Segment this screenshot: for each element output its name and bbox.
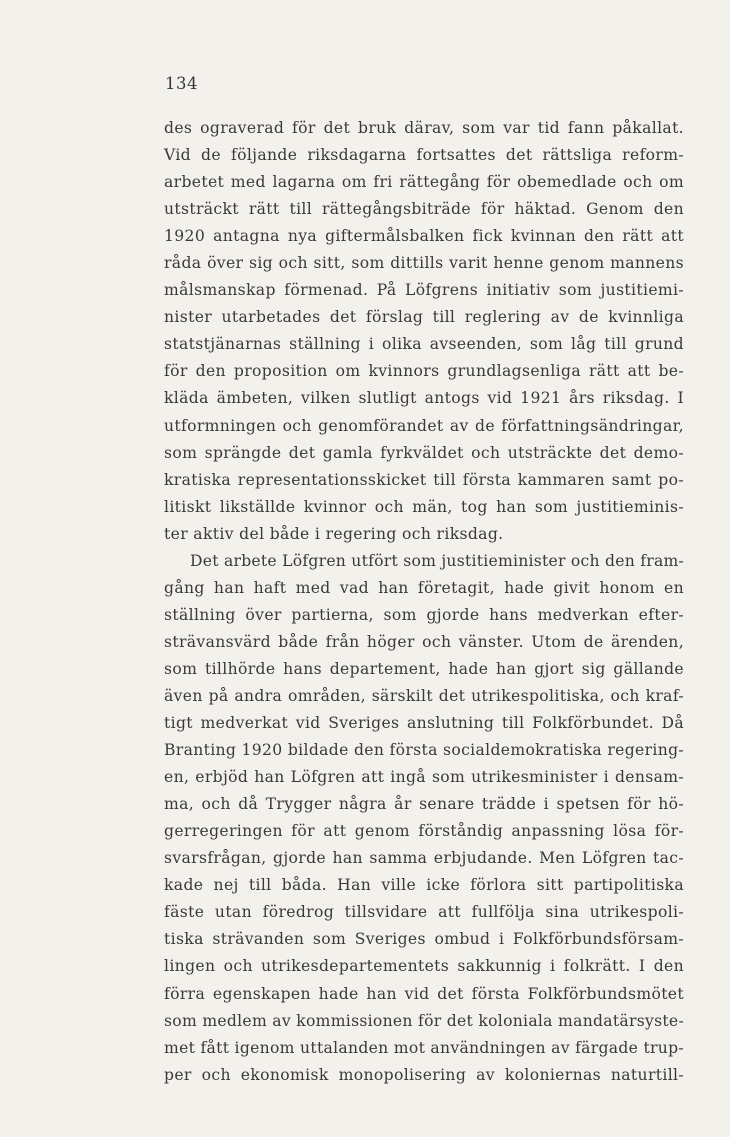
text-line: 1920 antagna nya giftermålsbalken fick kvinnan den rätt att: [164, 227, 684, 246]
text-line: litiskt likställde kvinnor och män, tog han som justitieminis-: [164, 497, 684, 516]
text-line: per och ekonomisk monopolisering av koloniernas naturtill-: [164, 1065, 684, 1084]
text-line: ställning över partierna, som gjorde hans medverkan efter-: [164, 605, 684, 624]
text-line: även på andra områden, särskilt det utrikespolitiska, och kraf-: [164, 686, 684, 705]
text-line: målsmanskap förmenad. På Löfgrens initiativ som justitiemi-: [164, 281, 684, 300]
text-line: tigt medverkat vid Sveriges anslutning till Folkförbundet. Då: [164, 714, 684, 733]
text-line: ter aktiv del både i regering och riksdag.: [164, 524, 504, 543]
text-line: strävansvärd både från höger och vänster. Utom de ärenden,: [164, 632, 684, 651]
text-line: fäste utan föredrog tillsvidare att fullfölja sina utrikespoli-: [164, 903, 684, 922]
text-line: arbetet med lagarna om fri rättegång för obemedlade och om: [164, 173, 684, 192]
text-line: råda över sig och sitt, som dittills varit henne genom mannens: [164, 254, 684, 273]
text-line: utformningen och genomförandet av de författningsändringar,: [164, 416, 684, 435]
text-line: som sprängde det gamla fyrkväldet och utsträckte det demo-: [164, 443, 684, 462]
text-line: des ograverad för det bruk därav, som var tid fann påkallat.: [164, 119, 684, 137]
text-line: Vid de följande riksdagarna fortsattes det rättsliga reform-: [164, 146, 684, 165]
text-line: utsträckt rätt till rättegångsbiträde för häktad. Genom den: [164, 200, 684, 219]
text-line: nister utarbetades det förslag till reglering av de kvinnliga: [164, 308, 684, 327]
text-line: kratiska representationsskicket till första kammaren samt po-: [164, 470, 684, 489]
text-line: som tillhörde hans departement, hade han gjort sig gällande: [164, 659, 684, 678]
text-line: statstjänarnas ställning i olika avseenden, som låg till grund: [164, 335, 684, 354]
text-line: ma, och då Trygger några år senare trädde i spetsen för hö-: [164, 795, 684, 814]
text-line: en, erbjöd han Löfgren att ingå som utrikesminister i densam-: [164, 768, 684, 787]
text-line: Det arbete Löfgren utfört som justitieminister och den fram-: [190, 551, 685, 570]
text-line: lingen och utrikesdepartementets sakkunnig i folkrätt. I den: [164, 957, 684, 976]
text-line: som medlem av kommissionen för det koloniala mandatärsyste-: [164, 1011, 684, 1030]
body-text: [164, 115, 684, 1089]
text-line: met fått igenom uttalanden mot användningen av färgade trup-: [164, 1038, 684, 1057]
page-number: 134: [165, 74, 198, 93]
text-line: gång han haft med vad han företagit, hade givit honom en: [164, 578, 684, 597]
text-line: Branting 1920 bildade den första socialdemokratiska regering-: [164, 741, 684, 760]
text-line: förra egenskapen hade han vid det första Folkförbundsmötet: [164, 984, 684, 1003]
text-line: kade nej till båda. Han ville icke förlora sitt partipolitiska: [164, 876, 684, 895]
text-line: kläda ämbeten, vilken slutligt antogs vid 1921 års riksdag. I: [164, 389, 684, 408]
text-line: tiska strävanden som Sveriges ombud i Folkförbundsförsam-: [164, 930, 684, 949]
text-line: gerregeringen för att genom förståndig anpassning lösa för-: [164, 822, 684, 841]
text-line: svarsfrågan, gjorde han samma erbjudande. Men Löfgren tac-: [164, 849, 684, 868]
text-line: för den proposition om kvinnors grundlagsenliga rätt att be-: [164, 362, 684, 381]
